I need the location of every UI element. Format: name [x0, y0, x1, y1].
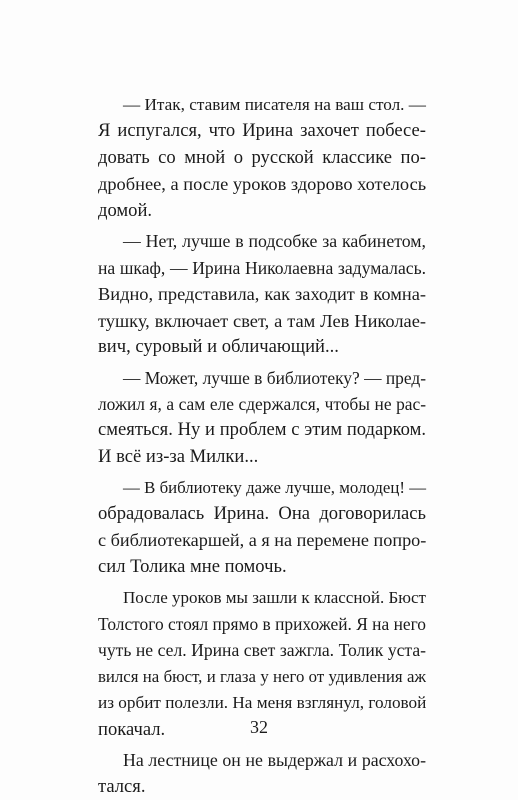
- paragraph: [98, 747, 426, 800]
- text-line: После уроков мы зашли к классной. Бюст: [123, 587, 426, 607]
- paragraph: [98, 228, 426, 360]
- text-line: сил Толика мне помочь.: [98, 555, 287, 577]
- paragraph: [98, 92, 426, 224]
- paragraph: [98, 475, 426, 581]
- text-line: — В библиотеку даже лучше, молодец! —: [123, 477, 426, 497]
- paragraph: [98, 365, 426, 471]
- text-line: на шкаф, — Ирина Николаевна задумалась.: [98, 257, 426, 278]
- text-line: Я испугался, что Ирина захочет побесе-: [98, 120, 426, 142]
- text-line: смеяться. Ну и проблем с этим подарком.: [98, 419, 426, 441]
- text-line: ложил я, а сам еле сдержался, чтобы не рас-: [98, 394, 426, 415]
- page-number: 32: [250, 717, 268, 737]
- text-line: с библиотекаршей, а я на перемене попро-: [98, 530, 427, 551]
- text-line: обрадовалась Ирина. Она договорилась: [98, 503, 426, 525]
- text-block: [98, 92, 426, 805]
- text-line: покачал.: [98, 718, 166, 740]
- text-line: домой.: [98, 199, 153, 221]
- text-line: чуть не сел. Ирина свет зажгла. Толик уста-: [98, 640, 426, 661]
- text-line: тушку, включает свет, а там Лев Николае-: [98, 310, 426, 331]
- text-line: вич, суровый и обличающий...: [98, 335, 339, 357]
- text-line: Видно, представила, как заходит в комна-: [98, 284, 426, 305]
- text-line: из орбит полезли. На меня взглянул, головой: [98, 693, 427, 713]
- text-line: вился на бюст, и глаза у него от удивления аж: [98, 666, 426, 686]
- text-line: довать со мной о русской классике по-: [98, 146, 426, 168]
- text-line: И всё из-за Милки...: [98, 445, 259, 467]
- text-line: тался.: [98, 775, 146, 797]
- text-line: — Нет, лучше в подсобке за кабинетом,: [123, 231, 426, 252]
- text-line: — Может, лучше в библиотеку? — пред-: [123, 367, 426, 388]
- text-line: дробнее, а после уроков здорово хотелось: [98, 174, 427, 195]
- text-line: Толстого стоял прямо в прихожей. Я на него: [98, 613, 426, 634]
- text-line: — Итак, ставим писателя на ваш стол. —: [123, 95, 426, 114]
- text-line: На лестнице он не выдержал и расхохо-: [123, 750, 426, 771]
